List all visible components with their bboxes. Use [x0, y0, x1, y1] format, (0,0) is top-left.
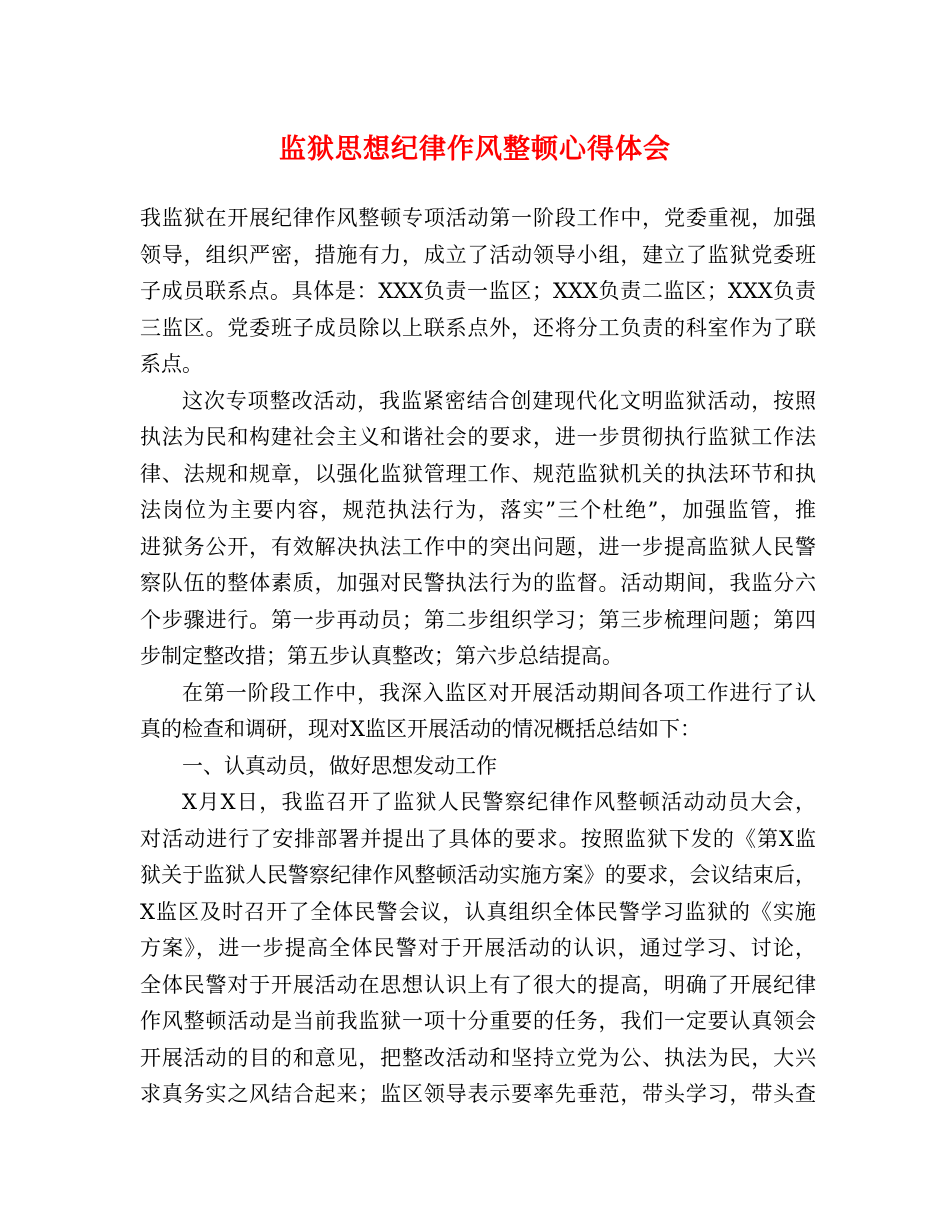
body-text-line: 在第一阶段工作中，我深入监区对开展活动期间各项工作进行了认 [182, 680, 816, 705]
body-text-line: 律、法规和规章，以强化监狱管理工作、规范监狱机关的执法环节和执 [140, 461, 816, 486]
body-text-line: 一、认真动员，做好思想发动工作 [182, 753, 497, 778]
body-text-line: 系点。 [140, 352, 203, 376]
body-text-line: 求真务实之风结合起来；监区领导表示要率先垂范，带头学习，带头查 [140, 1082, 816, 1106]
body-text-line: 我监狱在开展纪律作风整顿专项活动第一阶段工作中，党委重视，加强 [140, 206, 816, 230]
body-text-line: 作风整顿活动是当前我监狱一项十分重要的任务，我们一定要认真领会 [140, 1009, 816, 1033]
body-text-line: 法岗位为主要内容，规范执法行为，落实”三个杜绝”，加强监管，推 [140, 498, 816, 522]
body-text-line: 进狱务公开，有效解决执法工作中的突出问题，进一步提高监狱人民警 [140, 534, 816, 559]
body-text-line: 三监区。党委班子成员除以上联系点外，还将分工负责的科室作为了联 [140, 315, 816, 340]
body-text-line: 执法为民和构建社会主义和谐社会的要求，进一步贯彻执行监狱工作法 [140, 425, 816, 449]
body-text-line: 子成员联系点。具体是：XXX负责一监区；XXX负责二监区；XXX负责 [140, 279, 816, 303]
body-text-line: 这次专项整改活动，我监紧密结合创建现代化文明监狱活动，按照 [182, 388, 816, 413]
body-text-line: 察队伍的整体素质，加强对民警执法行为的监督。活动期间，我监分六 [140, 571, 816, 595]
body-text-line: 对活动进行了安排部署并提出了具体的要求。按照监狱下发的《第X监 [140, 826, 816, 851]
body-text-line: 真的检查和调研，现对X监区开展活动的情况概括总结如下： [140, 717, 701, 741]
document-body [140, 200, 816, 1113]
body-text-line: X月X日，我监召开了监狱人民警察纪律作风整顿活动动员大会， [182, 790, 816, 814]
body-text-line: 开展活动的目的和意见，把整改活动和坚持立党为公、执法为民，大兴 [140, 1045, 816, 1070]
body-text-line: 个步骤进行。第一步再动员；第二步组织学习；第三步梳理问题；第四 [140, 607, 816, 632]
body-text-line: X监区及时召开了全体民警会议，认真组织全体民警学习监狱的《实施 [140, 899, 816, 924]
body-text-line: 方案》，进一步提高全体民警对于开展活动的认识，通过学习、讨论， [140, 936, 816, 960]
body-text-line: 狱关于监狱人民警察纪律作风整顿活动实施方案》的要求，会议结束后， [140, 863, 816, 887]
body-text-line: 步制定整改措；第五步认真整改；第六步总结提高。 [140, 644, 623, 668]
document-title: 监狱思想纪律作风整顿心得体会 [279, 134, 671, 165]
body-text-line: 全体民警对于开展活动在思想认识上有了很大的提高，明确了开展纪律 [140, 972, 816, 997]
body-text-line: 领导，组织严密，措施有力，成立了活动领导小组，建立了监狱党委班 [140, 242, 816, 267]
